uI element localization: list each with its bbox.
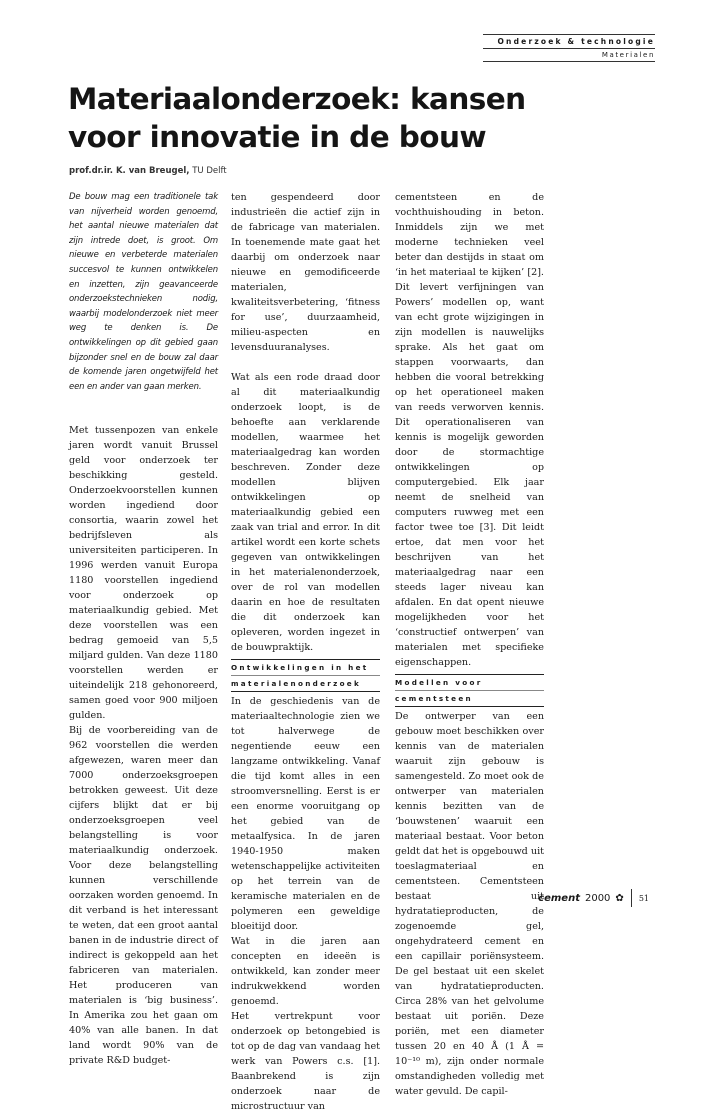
magazine-year: 2000: [584, 892, 611, 904]
footer-divider: [631, 889, 632, 907]
body-paragraph: cementsteen en de vochthuishouding in beton. Inmiddels zijn we met moderne technieken veel beter dan destijds in staat om ‘in het materiaal te kijken’ [2]. Dit levert verfijningen van Powers’ modellen op, want van echt grote wijzigingen in zijn modellen is nauwelijks sprake. Als het gaat om stappen voorwaarts, dan hebben die vooral betrekking op het operationeel maken van reeds verworven kennis. Dit operationaliseren van kennis is mogelijk geworden door de stormachtige ontwikkelingen op computergebied. Elk jaar neemt de snelheid van computers ruwweg met een factor twee toe [3]. Dit leidt ertoe, dat men voor het beschrijven van het materiaalgedrag naar een steeds lager niveau kan afdalen. En dat opent nieuwe mogelijkheden voor het ‘constructief ontwerpen’ van materialen met specifieke eigenschappen.: [395, 192, 544, 668]
subheading-line-2: materialenonderzoek: [231, 679, 362, 688]
magazine-name: cement: [538, 892, 580, 904]
subheading-modellen: [395, 674, 544, 707]
spacer: [231, 355, 380, 370]
lead-paragraph: De bouw mag een traditionele tak van nijverheid worden genoemd, het aantal nieuwe materialen dat zijn intrede doet, is groot. Om nieuwe en verbeterde materialen succesvol te kunnen ontwikkelen en inzetten, zijn geavanceerde onderzoekstechnieken nodig, waarbij modelonderzoek niet meer weg te denken is. De ontwikkelingen op dit gebied gaan bijzonder snel en de bouw zal daar de komende jaren ongetwijfeld het een en ander van gaan merken.: [69, 192, 218, 392]
subheading-line-1: Ontwikkelingen in het: [231, 660, 380, 676]
flower-logo-icon: ✿: [615, 892, 624, 904]
title-line-1: Materiaalonderzoek: kansen: [68, 82, 526, 116]
section-header: Onderzoek & technologie: [483, 34, 655, 49]
body-paragraph: In de geschiedenis van de materiaaltechnologie zien we tot halverwege de negentiende eeuw een langzame ontwikkeling. Vanaf die tijd komt alles in een stroomversnelling. Eerst is er een enorme vooruitgang op het gebied van de metaalfysica. In de jaren 1940-1950 maken wetenschappelijke activiteiten op het terrein van de keramische materialen en de polymeren een geweldige bloeitijd door.: [231, 696, 380, 932]
byline: [69, 166, 227, 176]
body-paragraph: ten gespendeerd door industrieën die actief zijn in de fabricage van materialen. In toenemende mate gaat het daarbij om onderzoek naar nieuwe en gemodificeerde materialen, kwaliteitsverbetering, ‘fitness for use’, duurzaamheid, milieu-aspecten en levensduuranalyses.: [231, 192, 380, 353]
body-paragraph: De ontwerper van een gebouw moet beschikken over kennis van de materialen waaruit zijn gebouw is samengesteld. Zo moet ook de ontwerper van materialen kennis bezitten van de ‘bouwstenen’ waaruit een materiaal bestaat. Voor beton geldt dat het is opgebouwd uit toeslagmateriaal en cementsteen. Cementsteen bestaat uit hydratatieproducten, de zogenoemde gel, ongehydrateerd cement en een capillair poriënsysteem. De gel bestaat uit een skelet van hydratatieproducten. Circa 28% van het gelvolume bestaat uit poriën. Deze poriën, met een diameter tussen 20 en 40 Å (1 Å = 10⁻¹⁰ m), zijn onder normale omstandigheden volledig met water gevuld. De capil-: [395, 711, 544, 1097]
body-paragraph: Het vertrekpunt voor onderzoek op betongebied is tot op de dag van vandaag het werk van Powers c.s. [1]. Baanbrekend is zijn onderzoek naar de microstructuur van: [231, 1011, 380, 1112]
body-paragraph: Wat in die jaren aan concepten en ideeën is ontwikkeld, kan zonder meer indrukwekkend worden genoemd.: [231, 936, 380, 1007]
subsection-header: Materialen: [483, 50, 655, 62]
article-title: [68, 80, 628, 156]
body-paragraph: Wat als een rode draad door al dit materiaalkundig onderzoek loopt, is de behoefte aan verklarende modellen, waarmee het materiaalgedrag kan worden beschreven. Zonder deze modellen blijven ontwikkelingen op materiaalkundig gebied een zaak van trial and error. In dit artikel wordt een korte schets gegeven van ontwikkelingen in het materialenonderzoek, over de rol van modellen daarin en hoe de resultaten die dit onderzoek kan opleveren, worden ingezet in de bouwpraktijk.: [231, 372, 380, 653]
spacer: [69, 408, 218, 423]
body-paragraph: Bij de voorbereiding van de 962 voorstellen die werden afgewezen, waren meer dan 7000 onderzoeksgroepen betrokken geweest. Uit deze cijfers blijkt dat er bij onderzoeksgroepen veel belangstelling is voor materiaalkundig onderzoek. Voor deze belangstelling kunnen verschillende oorzaken worden genoemd. In dit verband is het interessant te weten, dat een groot aantal banen in de industrie direct of indirect is gekoppeld aan het fabriceren van materialen. Het produceren van materialen is ‘big business’. In Amerika zou het gaan om 40% van alle banen. In dat land wordt 90% van de private R&D budget-: [69, 725, 218, 1067]
title-line-2: voor innovatie in de bouw: [68, 120, 487, 154]
column-2: [231, 190, 380, 1114]
column-1: [69, 190, 218, 1068]
body-paragraph: Met tussenpozen van enkele jaren wordt vanuit Brussel geld voor onderzoek ter beschikking gesteld. Onderzoekvoorstellen kunnen worden ingediend door consortia, waarin zowel het bedrijfsleven als universiteiten participeren. In 1996 werden vanuit Europa 1180 voorstellen ingediend voor onderzoek op materiaalkundig gebied. Met deze voorstellen was een bedrag gemoeid van 5,5 miljard gulden. Van deze 1180 voorstellen werden er uiteindelijk 218 gehonoreerd, samen goed voor 900 miljoen gulden.: [69, 425, 218, 722]
author-affiliation: TU Delft: [192, 166, 227, 176]
column-3: [395, 190, 544, 1099]
subheading-line-1: Modellen voor: [395, 675, 544, 691]
page-footer: [538, 889, 649, 907]
subheading-line-2: cementsteen: [395, 694, 473, 703]
author-name: prof.dr.ir. K. van Breugel,: [69, 166, 190, 176]
page-number: 51: [638, 893, 649, 903]
subheading-ontwikkelingen: [231, 659, 380, 692]
